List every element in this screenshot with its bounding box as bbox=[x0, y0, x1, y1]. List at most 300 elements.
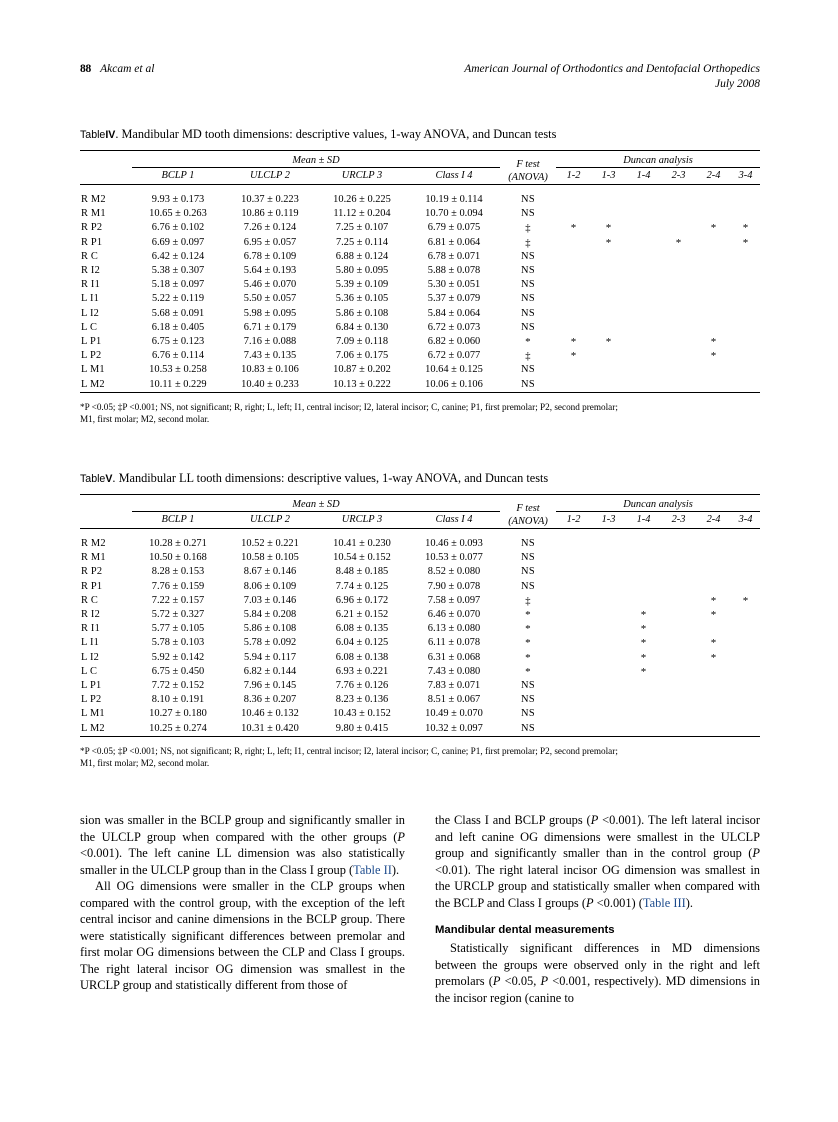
tooth-label: L M1 bbox=[81, 364, 105, 376]
duncan-cell bbox=[556, 207, 591, 221]
duncan-cell bbox=[661, 537, 696, 551]
duncan-cell bbox=[696, 707, 731, 721]
table-row bbox=[80, 693, 760, 707]
right-p2-p-italic-1: P bbox=[492, 974, 501, 989]
tooth-label: R I1 bbox=[81, 279, 100, 291]
table-4-ftest-line2: (ANOVA) bbox=[508, 171, 548, 183]
mean-sd-cell: 10.52 ± 0.221 bbox=[241, 538, 299, 549]
ftest-cell: NS bbox=[521, 194, 535, 205]
ftest-cell: NS bbox=[521, 279, 535, 291]
body-left-column bbox=[80, 812, 405, 1006]
mean-sd-cell: 7.76 ± 0.126 bbox=[335, 680, 389, 692]
table-5-caption-text: Mandibular LL tooth dimensions: descriptive values, 1-way ANOVA, and Duncan tests bbox=[118, 471, 549, 485]
duncan-cell bbox=[661, 250, 696, 264]
table-5-group-duncan: Duncan analysis bbox=[556, 499, 760, 512]
duncan-cell bbox=[591, 722, 626, 737]
duncan-cell bbox=[591, 250, 626, 264]
table-5-duncan-col-2-4: 2-4 bbox=[706, 514, 721, 525]
mean-sd-cell: 8.23 ± 0.136 bbox=[335, 694, 389, 706]
mean-sd-cell: 10.13 ± 0.222 bbox=[333, 378, 391, 390]
right-p1-part-b: <0.001). The left lateral incisor and left canine OG dimensions were smallest in the ULCLP group and significantly smaller than in the control group ( bbox=[435, 813, 760, 861]
duncan-cell bbox=[661, 580, 696, 594]
duncan-cell bbox=[626, 207, 661, 221]
mean-sd-cell: 7.43 ± 0.135 bbox=[243, 350, 297, 362]
tooth-label: L I2 bbox=[81, 651, 100, 663]
duncan-cell: * bbox=[710, 637, 717, 650]
right-p1-p-italic-3: P bbox=[585, 895, 594, 910]
duncan-cell bbox=[556, 636, 591, 650]
mean-sd-cell: 6.95 ± 0.057 bbox=[243, 236, 297, 248]
duncan-cell bbox=[731, 693, 760, 707]
duncan-cell bbox=[696, 193, 731, 207]
duncan-cell bbox=[696, 278, 731, 292]
ftest-cell: NS bbox=[521, 708, 535, 720]
journal-title: American Journal of Orthodontics and Dentofacial Orthopedics bbox=[464, 63, 760, 75]
duncan-cell bbox=[696, 363, 731, 377]
mean-sd-cell: 9.80 ± 0.415 bbox=[335, 722, 389, 734]
duncan-cell: * bbox=[570, 336, 577, 349]
tooth-label: L C bbox=[81, 321, 98, 333]
mean-sd-cell: 10.53 ± 0.258 bbox=[149, 364, 207, 376]
mean-sd-cell: 5.72 ± 0.327 bbox=[151, 609, 205, 621]
duncan-cell bbox=[591, 679, 626, 693]
duncan-cell bbox=[696, 537, 731, 551]
mean-sd-cell: 5.37 ± 0.079 bbox=[427, 293, 481, 305]
body-text bbox=[80, 812, 760, 1006]
duncan-cell bbox=[556, 707, 591, 721]
duncan-cell bbox=[591, 349, 626, 363]
mean-sd-cell: 10.28 ± 0.271 bbox=[149, 538, 207, 549]
tooth-label: L I1 bbox=[81, 637, 100, 649]
mean-sd-cell: 6.08 ± 0.135 bbox=[335, 623, 389, 635]
duncan-cell bbox=[661, 264, 696, 278]
duncan-cell: * bbox=[640, 665, 647, 678]
ftest-cell: * bbox=[525, 665, 531, 678]
duncan-cell bbox=[661, 594, 696, 608]
duncan-cell bbox=[626, 693, 661, 707]
table-4 bbox=[80, 150, 760, 396]
mean-sd-cell: 5.68 ± 0.091 bbox=[151, 307, 205, 319]
ftest-cell: NS bbox=[521, 307, 535, 319]
duncan-cell bbox=[696, 264, 731, 278]
mean-sd-cell: 6.04 ± 0.125 bbox=[335, 637, 389, 649]
table-4-label-word: Table bbox=[80, 129, 106, 141]
duncan-cell: * bbox=[640, 637, 647, 650]
table-5-col-urclp: URCLP 3 bbox=[341, 514, 383, 525]
duncan-cell bbox=[591, 665, 626, 679]
mean-sd-cell: 6.76 ± 0.114 bbox=[151, 350, 205, 362]
duncan-cell bbox=[591, 193, 626, 207]
table-row bbox=[80, 307, 760, 321]
subheading-mandibular-dental-measurements: Mandibular dental measurements bbox=[435, 924, 615, 937]
tooth-label: R M1 bbox=[81, 208, 106, 220]
duncan-cell bbox=[626, 278, 661, 292]
table-5-col-bclp: BCLP 1 bbox=[161, 514, 195, 525]
duncan-cell bbox=[731, 651, 760, 665]
ftest-cell: NS bbox=[521, 694, 535, 706]
table-4-footnote-line2: M1, first molar; M2, second molar. bbox=[80, 414, 210, 425]
mean-sd-cell: 10.50 ± 0.168 bbox=[149, 552, 207, 564]
table-5-ftest-header bbox=[500, 499, 556, 529]
duncan-cell bbox=[591, 651, 626, 665]
duncan-cell: * bbox=[710, 594, 717, 607]
table-4-column-header-row bbox=[80, 168, 760, 185]
duncan-cell bbox=[731, 264, 760, 278]
running-head-left bbox=[80, 62, 154, 76]
table-4-footnote-line1: *P <0.05; ‡P <0.001; NS, not significant; R, right; L, left; I1, central incisor; I2, lateral incisor; C, canine; P1, first premolar; P2, second premolar; bbox=[80, 401, 618, 412]
duncan-cell bbox=[556, 307, 591, 321]
mean-sd-cell: 7.58 ± 0.097 bbox=[427, 594, 481, 606]
mean-sd-cell: 7.16 ± 0.088 bbox=[243, 336, 297, 348]
duncan-cell: * bbox=[710, 350, 717, 363]
table-4-duncan-col-3-4: 3-4 bbox=[738, 170, 753, 181]
mean-sd-cell: 10.41 ± 0.230 bbox=[333, 538, 391, 549]
mean-sd-cell: 5.36 ± 0.105 bbox=[335, 293, 389, 305]
duncan-cell bbox=[626, 250, 661, 264]
duncan-cell bbox=[591, 278, 626, 292]
duncan-cell: * bbox=[640, 609, 647, 622]
duncan-cell: * bbox=[710, 651, 717, 664]
duncan-cell bbox=[591, 264, 626, 278]
table-4-group-mean-sd: Mean ± SD bbox=[132, 155, 500, 168]
duncan-cell bbox=[696, 679, 731, 693]
table-row bbox=[80, 636, 760, 650]
ftest-cell: NS bbox=[521, 566, 535, 578]
duncan-cell bbox=[696, 722, 731, 737]
ftest-cell: NS bbox=[521, 378, 535, 390]
duncan-cell bbox=[626, 722, 661, 737]
mean-sd-cell: 6.93 ± 0.221 bbox=[335, 665, 389, 677]
duncan-cell bbox=[661, 307, 696, 321]
mean-sd-cell: 5.77 ± 0.105 bbox=[151, 623, 205, 635]
duncan-cell bbox=[661, 651, 696, 665]
mean-sd-cell: 5.64 ± 0.193 bbox=[243, 265, 297, 277]
duncan-cell bbox=[626, 594, 661, 608]
duncan-cell bbox=[626, 679, 661, 693]
table-5-label-number: V bbox=[105, 473, 113, 485]
mean-sd-cell: 5.92 ± 0.142 bbox=[151, 651, 205, 663]
table-5-ftest-line1: F test bbox=[516, 503, 540, 514]
table-row bbox=[80, 594, 760, 608]
left-p1-p-italic-1: P bbox=[397, 829, 405, 844]
table-5-group-mean-sd: Mean ± SD bbox=[132, 499, 500, 512]
duncan-cell bbox=[696, 378, 731, 393]
table-5 bbox=[80, 494, 760, 740]
ftest-cell: * bbox=[525, 623, 531, 636]
tooth-label: L I1 bbox=[81, 293, 100, 305]
mean-sd-cell: 10.06 ± 0.106 bbox=[425, 378, 483, 390]
duncan-cell bbox=[626, 307, 661, 321]
mean-sd-cell: 10.37 ± 0.223 bbox=[241, 194, 299, 205]
table-4-col-urclp: URCLP 3 bbox=[341, 170, 383, 181]
table-row bbox=[80, 722, 760, 737]
duncan-cell bbox=[731, 335, 760, 349]
duncan-cell bbox=[591, 636, 626, 650]
ftest-cell: * bbox=[525, 336, 531, 349]
mean-sd-cell: 8.06 ± 0.109 bbox=[243, 580, 297, 592]
table-row bbox=[80, 264, 760, 278]
mean-sd-cell: 10.43 ± 0.152 bbox=[333, 708, 391, 720]
right-p2-part-a: Statistically significant differences in MD dimensions between the groups were observed only in the right and left premolars ( bbox=[435, 941, 760, 989]
duncan-cell bbox=[696, 665, 731, 679]
mean-sd-cell: 6.18 ± 0.405 bbox=[151, 321, 205, 333]
duncan-cell bbox=[661, 349, 696, 363]
table-4-duncan-col-1-3: 1-3 bbox=[601, 170, 616, 181]
duncan-cell bbox=[556, 193, 591, 207]
table-4-block bbox=[80, 126, 760, 426]
ftest-cell: NS bbox=[521, 321, 535, 333]
left-p1-part-a: sion was smaller in the BCLP group and significantly smaller in the ULCLP group when compared with the other groups ( bbox=[80, 813, 405, 844]
duncan-cell bbox=[626, 707, 661, 721]
duncan-cell: * bbox=[605, 336, 612, 349]
table-5-label-word: Table bbox=[80, 473, 106, 485]
duncan-cell bbox=[731, 679, 760, 693]
mean-sd-cell: 7.90 ± 0.078 bbox=[427, 580, 481, 592]
ftest-cell: ‡ bbox=[525, 237, 531, 249]
mean-sd-cell: 7.25 ± 0.107 bbox=[335, 222, 389, 234]
duncan-cell bbox=[556, 580, 591, 594]
ftest-cell: * bbox=[525, 609, 531, 622]
mean-sd-cell: 10.27 ± 0.180 bbox=[149, 708, 207, 720]
duncan-cell bbox=[591, 307, 626, 321]
table-5-caption: TableV. Mandibular LL tooth dimensions: descriptive values, 1-way ANOVA, and Duncan tests bbox=[80, 471, 549, 485]
table-row bbox=[80, 349, 760, 363]
mean-sd-cell: 10.11 ± 0.229 bbox=[149, 378, 207, 390]
table-row bbox=[80, 665, 760, 679]
mean-sd-cell: 6.84 ± 0.130 bbox=[335, 321, 389, 333]
table-row bbox=[80, 363, 760, 377]
duncan-cell: * bbox=[640, 623, 647, 636]
running-head-author: Akcam et al bbox=[100, 63, 155, 75]
table-5-duncan-col-1-4: 1-4 bbox=[636, 514, 651, 525]
table-5-duncan-col-2-3: 2-3 bbox=[671, 514, 686, 525]
table-4-bottom-rule bbox=[80, 392, 760, 396]
left-paragraph-1 bbox=[80, 812, 405, 878]
mean-sd-cell: 6.96 ± 0.172 bbox=[335, 594, 389, 606]
duncan-cell bbox=[661, 722, 696, 737]
duncan-cell bbox=[626, 335, 661, 349]
duncan-cell bbox=[626, 580, 661, 594]
duncan-cell bbox=[591, 580, 626, 594]
mean-sd-cell: 10.46 ± 0.093 bbox=[425, 538, 483, 549]
duncan-cell bbox=[696, 693, 731, 707]
mean-sd-cell: 5.46 ± 0.070 bbox=[243, 279, 297, 291]
duncan-cell: * bbox=[675, 236, 682, 249]
table-row bbox=[80, 207, 760, 221]
ftest-cell: NS bbox=[521, 208, 535, 220]
duncan-cell: * bbox=[570, 350, 577, 363]
table-row bbox=[80, 278, 760, 292]
duncan-cell: * bbox=[710, 336, 717, 349]
duncan-cell bbox=[626, 321, 661, 335]
body-right-column bbox=[435, 812, 760, 1006]
table-4-caption-text: Mandibular MD tooth dimensions: descriptive values, 1-way ANOVA, and Duncan tests bbox=[121, 127, 557, 141]
table-row bbox=[80, 321, 760, 335]
mean-sd-cell: 7.96 ± 0.145 bbox=[243, 680, 297, 692]
tooth-label: L P2 bbox=[81, 350, 102, 362]
duncan-cell bbox=[696, 551, 731, 565]
duncan-cell bbox=[626, 221, 661, 235]
mean-sd-cell: 5.98 ± 0.095 bbox=[243, 307, 297, 319]
ftest-cell: NS bbox=[521, 250, 535, 262]
duncan-cell bbox=[556, 665, 591, 679]
mean-sd-cell: 7.26 ± 0.124 bbox=[243, 222, 297, 234]
ftest-cell: NS bbox=[521, 293, 535, 305]
duncan-cell bbox=[731, 622, 760, 636]
duncan-cell bbox=[591, 207, 626, 221]
tooth-label: R P1 bbox=[81, 580, 103, 592]
mean-sd-cell: 6.78 ± 0.071 bbox=[427, 250, 481, 262]
duncan-cell bbox=[696, 292, 731, 306]
table-row bbox=[80, 608, 760, 622]
duncan-cell bbox=[556, 551, 591, 565]
right-p1-p-italic-2: P bbox=[752, 846, 760, 861]
duncan-cell bbox=[591, 707, 626, 721]
mean-sd-cell: 7.74 ± 0.125 bbox=[335, 580, 389, 592]
table-row bbox=[80, 707, 760, 721]
right-p1-part-c: <0.01). The right lateral incisor OG dimension was smallest in the URCLP group and statistically smaller when compared with the BCLP and Class I groups ( bbox=[435, 862, 760, 910]
right-paragraph-1 bbox=[435, 812, 760, 911]
table-row bbox=[80, 250, 760, 264]
mean-sd-cell: 6.46 ± 0.070 bbox=[427, 609, 481, 621]
mean-sd-cell: 10.53 ± 0.077 bbox=[425, 552, 483, 564]
table-5-duncan-col-1-3: 1-3 bbox=[601, 514, 616, 525]
tooth-label: R I2 bbox=[81, 265, 100, 277]
right-p1-table-3-xref[interactable]: Table III bbox=[642, 895, 686, 910]
duncan-cell bbox=[731, 363, 760, 377]
duncan-cell bbox=[556, 622, 591, 636]
table-4-group-header-row bbox=[80, 155, 760, 168]
duncan-cell: * bbox=[605, 222, 612, 235]
tooth-label: L M1 bbox=[81, 708, 105, 720]
table-4-col-class1: Class I 4 bbox=[435, 170, 473, 181]
mean-sd-cell: 10.54 ± 0.152 bbox=[333, 552, 391, 564]
duncan-cell bbox=[696, 236, 731, 250]
right-p1-p-italic-1: P bbox=[590, 813, 599, 827]
duncan-cell bbox=[591, 693, 626, 707]
left-p1-table-2-xref[interactable]: Table II bbox=[353, 862, 392, 877]
table-4-body bbox=[80, 193, 760, 392]
ftest-cell: ‡ bbox=[525, 595, 531, 607]
mean-sd-cell: 10.86 ± 0.119 bbox=[241, 208, 299, 220]
mean-sd-cell: 10.26 ± 0.225 bbox=[333, 194, 391, 205]
tooth-label: L I2 bbox=[81, 307, 100, 319]
mean-sd-cell: 10.31 ± 0.420 bbox=[241, 722, 299, 734]
duncan-cell bbox=[731, 608, 760, 622]
duncan-cell bbox=[556, 722, 591, 737]
duncan-cell bbox=[696, 321, 731, 335]
duncan-cell bbox=[556, 292, 591, 306]
tooth-label: R P1 bbox=[81, 236, 103, 248]
table-4-col-ulclp: ULCLP 2 bbox=[250, 170, 290, 181]
duncan-cell bbox=[731, 193, 760, 207]
table-4-footnote bbox=[80, 401, 760, 426]
duncan-cell bbox=[591, 537, 626, 551]
duncan-cell bbox=[696, 250, 731, 264]
duncan-cell bbox=[696, 622, 731, 636]
table-5-footnote-line1: *P <0.05; ‡P <0.001; NS, not significant; R, right; L, left; I1, central incisor; I2, lateral incisor; C, canine; P1, first premolar; P2, second premolar; bbox=[80, 745, 618, 756]
mean-sd-cell: 5.84 ± 0.064 bbox=[427, 307, 481, 319]
duncan-cell bbox=[661, 335, 696, 349]
mean-sd-cell: 8.36 ± 0.207 bbox=[243, 694, 297, 706]
duncan-cell bbox=[731, 349, 760, 363]
tooth-label: L P1 bbox=[81, 336, 102, 348]
mean-sd-cell: 10.25 ± 0.274 bbox=[149, 722, 207, 734]
duncan-cell bbox=[731, 307, 760, 321]
mean-sd-cell: 5.22 ± 0.119 bbox=[151, 293, 205, 305]
issue-date: July 2008 bbox=[714, 78, 760, 90]
mean-sd-cell: 7.06 ± 0.175 bbox=[335, 350, 389, 362]
table-row bbox=[80, 378, 760, 393]
mean-sd-cell: 8.48 ± 0.185 bbox=[335, 566, 389, 578]
duncan-cell bbox=[661, 207, 696, 221]
table-row bbox=[80, 679, 760, 693]
duncan-cell bbox=[591, 608, 626, 622]
duncan-cell bbox=[626, 363, 661, 377]
mean-sd-cell: 10.64 ± 0.125 bbox=[425, 364, 483, 376]
duncan-cell bbox=[661, 193, 696, 207]
mean-sd-cell: 6.71 ± 0.179 bbox=[243, 321, 297, 333]
duncan-cell bbox=[661, 278, 696, 292]
mean-sd-cell: 10.32 ± 0.097 bbox=[425, 722, 483, 734]
table-5-duncan-col-3-4: 3-4 bbox=[738, 514, 753, 525]
duncan-cell: * bbox=[605, 236, 612, 249]
duncan-cell bbox=[731, 207, 760, 221]
duncan-cell bbox=[661, 679, 696, 693]
table-5-bottom-rule bbox=[80, 736, 760, 740]
table-5-body bbox=[80, 537, 760, 736]
duncan-cell bbox=[731, 665, 760, 679]
mean-sd-cell: 5.78 ± 0.103 bbox=[151, 637, 205, 649]
duncan-cell bbox=[661, 551, 696, 565]
duncan-cell: * bbox=[640, 651, 647, 664]
duncan-cell bbox=[731, 565, 760, 579]
tooth-label: L P2 bbox=[81, 694, 102, 706]
duncan-cell bbox=[556, 693, 591, 707]
duncan-cell bbox=[626, 292, 661, 306]
duncan-cell bbox=[661, 321, 696, 335]
duncan-cell bbox=[556, 565, 591, 579]
duncan-cell bbox=[591, 565, 626, 579]
duncan-cell bbox=[556, 537, 591, 551]
duncan-cell bbox=[556, 321, 591, 335]
duncan-cell bbox=[731, 321, 760, 335]
mean-sd-cell: 5.94 ± 0.117 bbox=[243, 651, 297, 663]
duncan-cell bbox=[731, 707, 760, 721]
mean-sd-cell: 10.83 ± 0.106 bbox=[241, 364, 299, 376]
duncan-cell bbox=[591, 321, 626, 335]
mean-sd-cell: 5.86 ± 0.108 bbox=[335, 307, 389, 319]
page-number: 88 bbox=[80, 63, 92, 75]
duncan-cell bbox=[556, 363, 591, 377]
duncan-cell bbox=[626, 565, 661, 579]
ftest-cell: * bbox=[525, 637, 531, 650]
duncan-cell bbox=[661, 636, 696, 650]
mean-sd-cell: 9.93 ± 0.173 bbox=[151, 194, 205, 205]
table-row bbox=[80, 292, 760, 306]
tooth-label: L P1 bbox=[81, 680, 102, 692]
table-5-footnote bbox=[80, 745, 760, 770]
table-5-col-class1: Class I 4 bbox=[435, 514, 473, 525]
mean-sd-cell: 8.28 ± 0.153 bbox=[151, 566, 205, 578]
mean-sd-cell: 10.65 ± 0.263 bbox=[149, 208, 207, 220]
duncan-cell: * bbox=[742, 594, 749, 607]
duncan-cell: * bbox=[742, 236, 749, 249]
duncan-cell bbox=[626, 193, 661, 207]
table-5-col-ulclp: ULCLP 2 bbox=[250, 514, 290, 525]
mean-sd-cell: 6.08 ± 0.138 bbox=[335, 651, 389, 663]
mean-sd-cell: 10.40 ± 0.233 bbox=[241, 378, 299, 390]
